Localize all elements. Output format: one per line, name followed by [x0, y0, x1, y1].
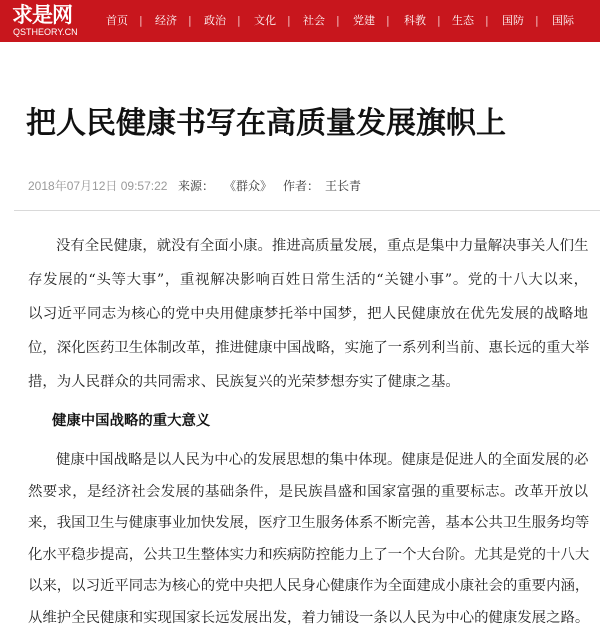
logo-wordmark: 求是网: [12, 3, 72, 27]
nav-item-party-building[interactable]: 党建: [353, 14, 375, 27]
nav-separator: |: [188, 14, 192, 27]
nav-separator: |: [437, 14, 441, 27]
article-title: 把人民健康书写在高质量发展旗帜上: [26, 106, 506, 141]
nav-item-home[interactable]: 首页: [106, 14, 128, 27]
paragraph-line: 从维护全民健康和实现国家长远发展出发，着力铺设一条以人民为中心的健康发展之路。: [28, 609, 590, 626]
nav-separator: |: [139, 14, 143, 27]
paragraph-line: 没有全民健康，就没有全面小康。推进高质量发展，重点是集中力量解决事关人们生: [56, 238, 589, 254]
nav-separator: |: [237, 14, 241, 27]
author-label: 作者：: [283, 179, 320, 193]
meta-divider: [14, 210, 600, 211]
author-value: 王长青: [325, 179, 362, 193]
source-value: 《群众》: [224, 179, 273, 193]
nav-item-science-education[interactable]: 科教: [404, 14, 426, 27]
paragraph-line: 以来，以习近平同志为核心的党中央把人民身心健康作为全面建成小康社会的重要内涵，: [28, 578, 590, 594]
nav-separator: |: [386, 14, 390, 27]
paragraph-line: 化水平稳步提高，公共卫生整体实力和疾病防控能力上了一个大台阶。尤其是党的十八大: [28, 546, 590, 563]
source-label: 来源：: [178, 179, 215, 193]
nav-separator: |: [336, 14, 340, 27]
top-navigation-bar: [0, 0, 600, 42]
nav-item-defense[interactable]: 国防: [502, 14, 524, 27]
paragraph-line: 以习近平同志为核心的党中央用健康梦托举中国梦，把人民健康放在优先发展的战略地: [28, 306, 588, 322]
logo-domain: QSTHEORY.CN: [13, 27, 78, 37]
paragraph-line: 措，为人民群众的共同需求、民族复兴的光荣梦想夯实了健康之基。: [28, 374, 460, 390]
nav-item-economy[interactable]: 经济: [155, 14, 177, 27]
paragraph-line: 然要求，是经济社会发展的基础条件，是民族昌盛和国家富强的重要标志。改革开放以: [28, 483, 588, 500]
publish-date: 2018年07月12日 09:57:22: [28, 179, 168, 193]
paragraph-line: 来，我国卫生与健康事业加快发展，医疗卫生服务体系不断完善，基本公共卫生服务均等: [28, 515, 590, 531]
nav-item-culture[interactable]: 文化: [254, 14, 276, 27]
section-heading: 健康中国战略的重大意义: [52, 412, 211, 429]
nav-item-ecology[interactable]: 生态: [452, 14, 474, 27]
nav-separator: |: [535, 14, 539, 27]
nav-separator: |: [287, 14, 291, 27]
nav-separator: |: [485, 14, 489, 27]
nav-item-politics[interactable]: 政治: [204, 14, 226, 27]
paragraph-line: 存发展的“头等大事”，重视解决影响百姓日常生活的“关键小事”。党的十八大以来，: [28, 272, 588, 288]
nav-item-international[interactable]: 国际: [552, 14, 574, 27]
paragraph-line: 位，深化医药卫生体制改革，推进健康中国战略，实施了一系列利当前、惠长远的重大举: [28, 340, 590, 356]
nav-menu: [0, 12, 600, 30]
paragraph-line: 健康中国战略是以人民为中心的发展思想的集中体现。健康是促进人的全面发展的必: [56, 452, 589, 468]
nav-item-society[interactable]: 社会: [303, 14, 325, 27]
